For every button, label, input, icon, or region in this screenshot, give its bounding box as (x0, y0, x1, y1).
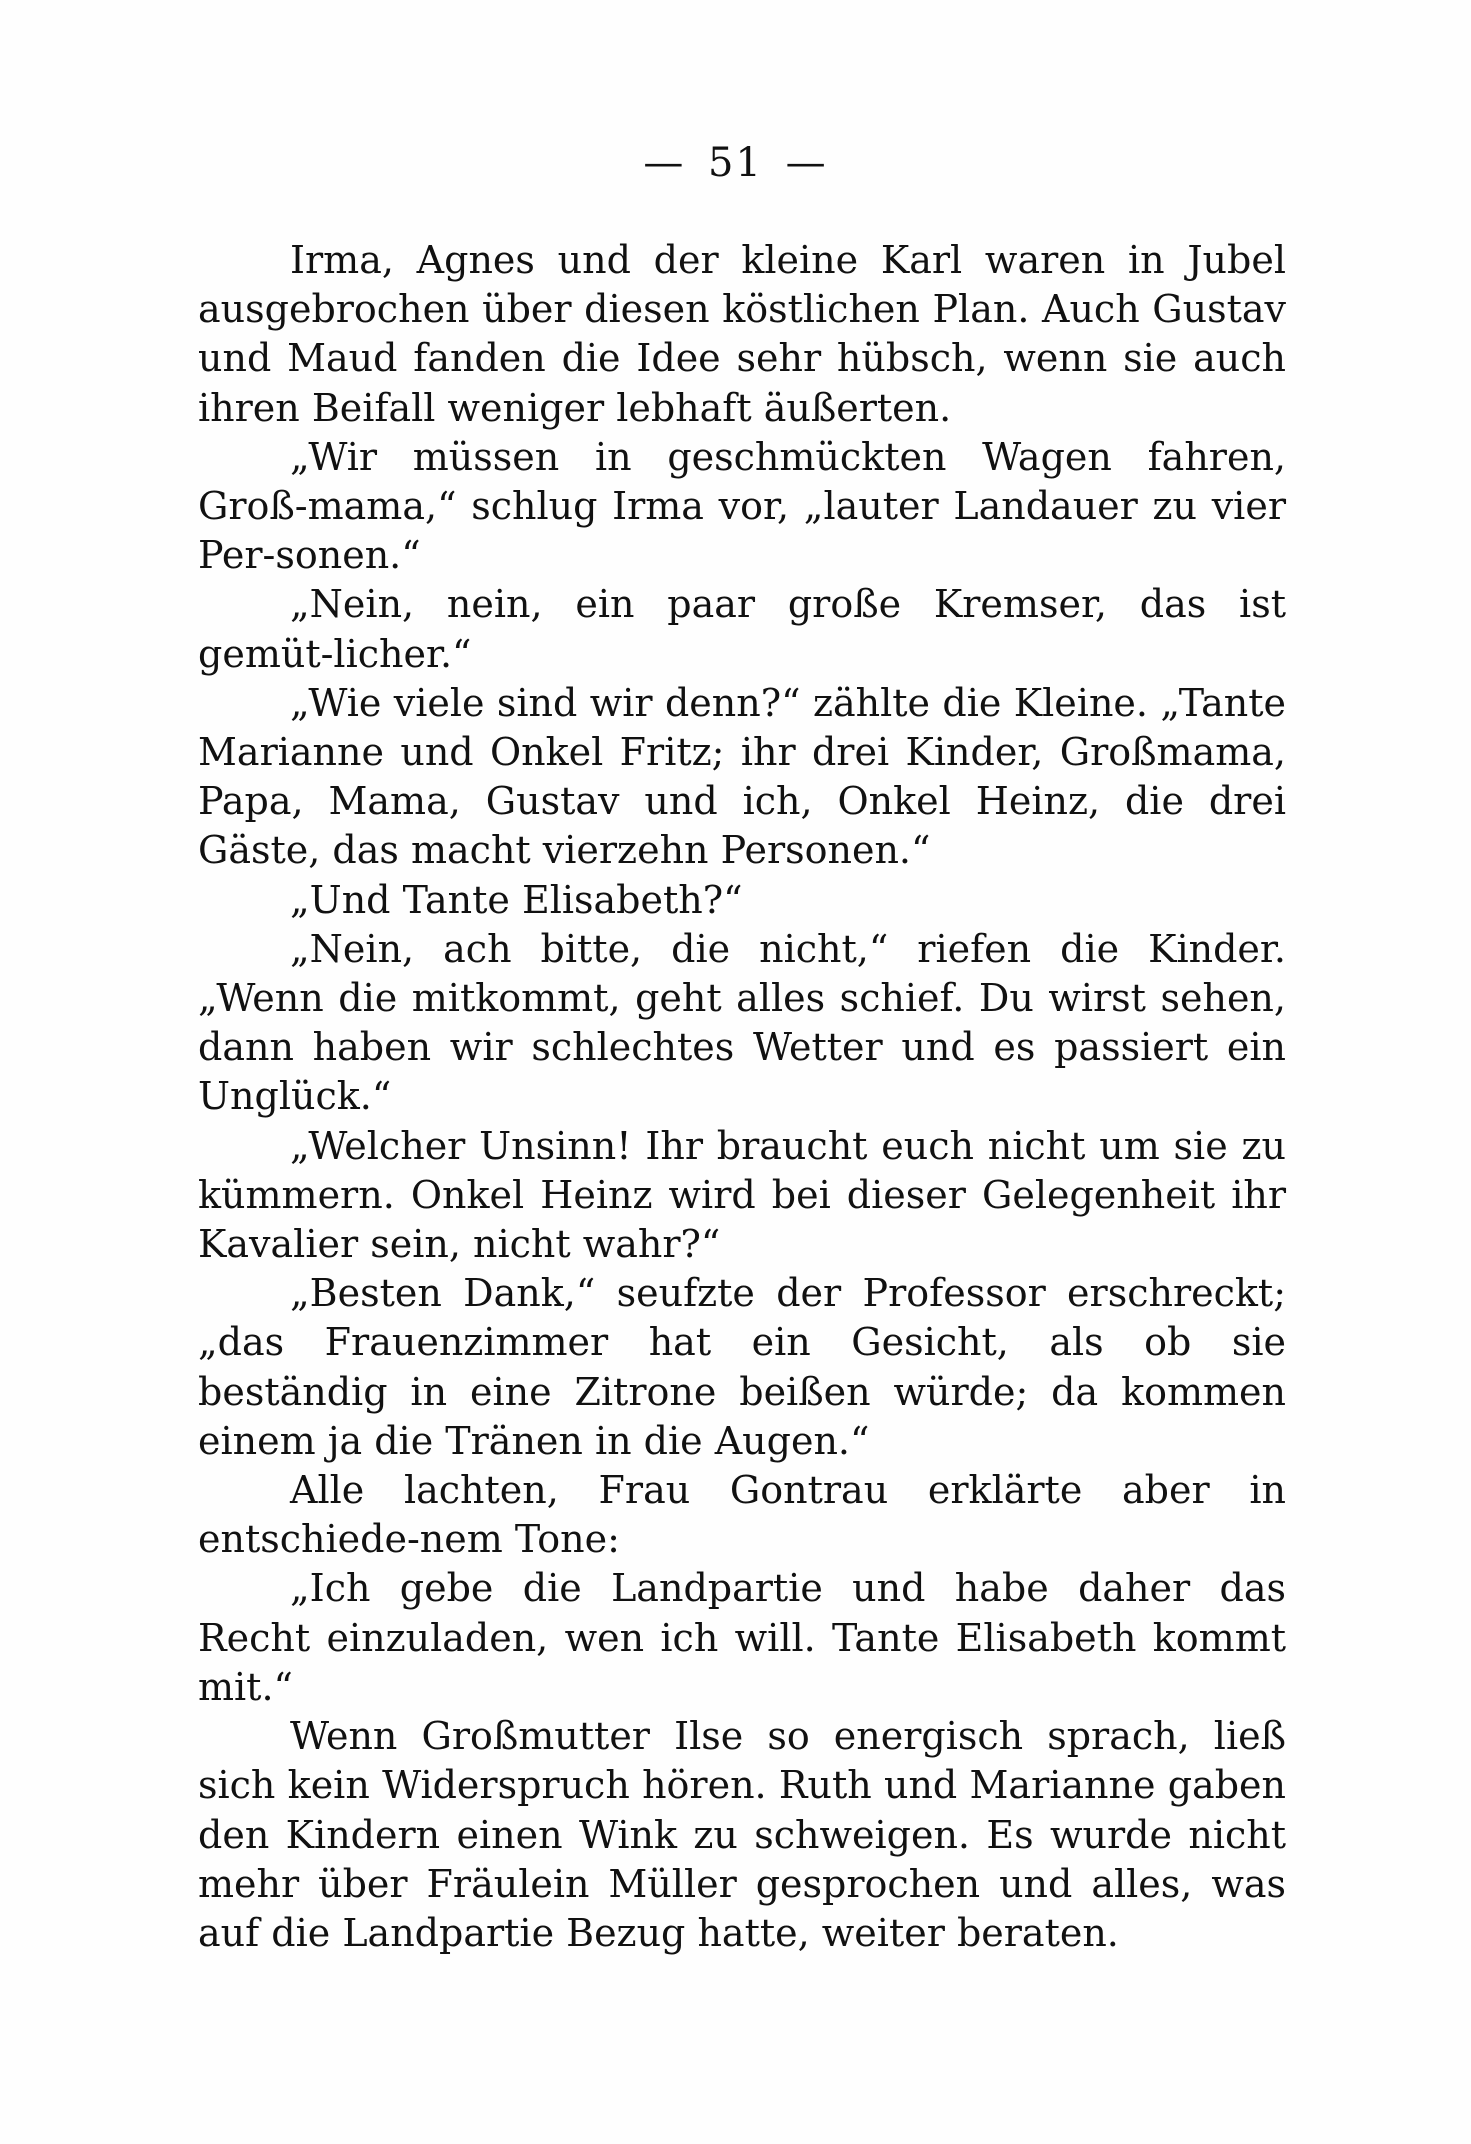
paragraph: „Ich gebe die Landpartie und habe daher das Recht einzuladen, wen ich will. Tante Elisabeth kommt mit.“ (198, 1566, 1286, 1709)
paragraph: Irma, Agnes und der kleine Karl waren in Jubel ausgebrochen über diesen köstlichen Plan. Auch Gustav und Maud fanden die Idee sehr hübsch, wenn sie auch ihren Beifall weniger lebhaft äußerten. (198, 238, 1286, 430)
page-number: — 51 — (643, 140, 828, 186)
paragraph: Alle lachten, Frau Gontrau erklärte aber in entschiede-nem Tone: (198, 1468, 1286, 1562)
paragraph: „Wie viele sind wir denn?“ zählte die Kleine. „Tante Marianne und Onkel Fritz; ihr drei Kinder, Großmama, Papa, Mama, Gustav und ich, Onkel Heinz, die drei Gäste, das macht vierzehn Personen.“ (198, 680, 1286, 873)
paragraph: „Welcher Unsinn! Ihr braucht euch nicht um sie zu kümmern. Onkel Heinz wird bei dieser Gelegenheit ihr Kavalier sein, nicht wahr?“ (198, 1123, 1286, 1267)
paragraph: „Besten Dank,“ seufzte der Professor erschreckt; „das Frauenzimmer hat ein Gesicht, als ob sie beständig in eine Zitrone beißen würde; da kommen einem ja die Tränen in die Augen.“ (198, 1271, 1286, 1463)
paragraph: „Nein, nein, ein paar große Kremser, das ist gemüt-licher.“ (198, 582, 1286, 676)
body-text (198, 236, 1286, 1958)
paragraph: „Wir müssen in geschmückten Wagen fahren, Groß-mama,“ schlug Irma vor, „lauter Landauer zu vier Per-sonen.“ (198, 434, 1286, 578)
paragraph: Wenn Großmutter Ilse so energisch sprach, ließ sich kein Widerspruch hören. Ruth und Marianne gaben den Kindern einen Wink zu schweigen. Es wurde nicht mehr über Fräulein Müller gesprochen und alles, was auf die Landpartie Bezug hatte, weiter beraten. (198, 1714, 1286, 1955)
paragraph: „Und Tante Elisabeth?“ (290, 877, 743, 922)
paragraph: „Nein, ach bitte, die nicht,“ riefen die Kinder. „Wenn die mitkommt, geht alles schief. Du wirst sehen, dann haben wir schlechtes Wetter und es passiert ein Unglück.“ (198, 926, 1286, 1119)
